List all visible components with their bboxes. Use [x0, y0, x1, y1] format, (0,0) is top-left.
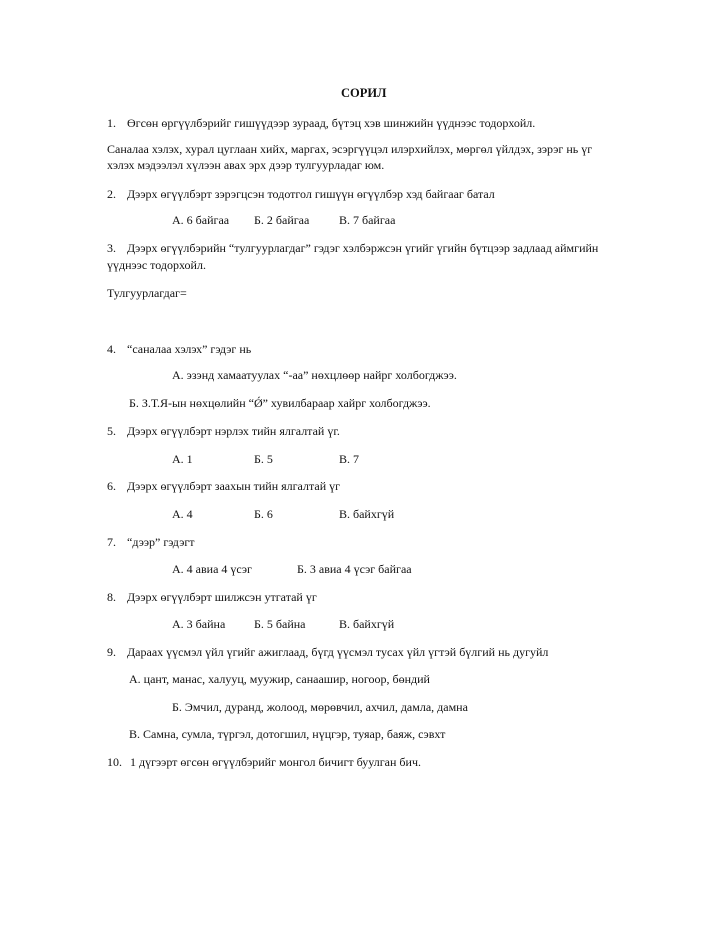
- answer-option-a: А. эзэнд хамаатуулах “-аа” нөхцлөөр найрг холбогджээ.: [172, 368, 457, 382]
- answer-option-b: Б. 5: [254, 452, 273, 466]
- answer-option-b: Б. 6: [254, 507, 273, 521]
- question-number: 4.: [107, 342, 116, 356]
- answer-option-a: А. 3 байна: [172, 617, 226, 631]
- answer-option-b: Б. 2 байгаа: [254, 213, 310, 227]
- question-number: 7.: [107, 535, 116, 549]
- question-text: “саналаа хэлэх” гэдэг нь: [127, 342, 252, 356]
- question-text: Дээрх өгүүлбэрт заахын тийн ялгалтай үг: [127, 479, 341, 493]
- answer-option-v: В. байхгүй: [339, 617, 395, 631]
- question-number: 2.: [107, 187, 116, 201]
- question-text: “дээр” гэдэгт: [127, 535, 195, 549]
- answer-option-b: Б. З.Т.Я-ын нөхцөлийн “Ǿ” хувилбараар хайрг холбогджээ.: [129, 396, 431, 410]
- answer-option-a: А. 4: [172, 507, 193, 521]
- answer-option-b: Б. 3 авиа 4 үсэг байгаа: [297, 562, 412, 576]
- question-6: [107, 479, 340, 494]
- question-number: 8.: [107, 590, 116, 604]
- answer-option-v: В. байхгүй: [339, 507, 395, 521]
- question-number: 10.: [107, 755, 122, 769]
- question-8: [107, 590, 317, 605]
- passage-line-2: хэлэх мэдээлэл хүлээн авах эрх дээр тулгуурладаг юм.: [107, 158, 385, 172]
- answer-option-v: В. Самна, сумла, түргэл, дотогшил, нүцгэр, туяар, баяж, сэвхт: [129, 727, 446, 741]
- question-text: Дээрх өгүүлбэрийн “тулгуурлагдаг” гэдэг хэлбэржсэн үгийг үгийн бүтцээр задлаад аймгийн: [127, 241, 599, 255]
- question-text: Дээрх өгүүлбэрт шилжсэн утгатай үг: [127, 590, 317, 604]
- question-1: [107, 116, 535, 131]
- answer-option-a: А. цант, манас, халууц, муужир, санаашир, ногоор, бөндий: [129, 672, 430, 686]
- question-text: 1 дүгээрт өгсөн өгүүлбэрийг монгол бичигт буулган бич.: [130, 755, 421, 769]
- question-number: 1.: [107, 116, 116, 130]
- answer-option-b: Б. Эмчил, дуранд, жолоод, мөрөвчил, ахчил, дамла, дамна: [172, 700, 468, 714]
- question-7: [107, 535, 195, 550]
- question-10: [107, 755, 421, 770]
- question-3: [107, 241, 598, 256]
- question-number: 5.: [107, 424, 116, 438]
- passage-line-1: Саналаа хэлэх, хурал цуглаан хийх, маргах, эсэргүүцэл илэрхийлэх, мөргөл үйлдэх, зэрэг нь үг: [107, 142, 593, 156]
- question-number: 3.: [107, 241, 116, 255]
- question-5: [107, 424, 340, 439]
- question-number: 6.: [107, 479, 116, 493]
- question-text: Дээрх өгүүлбэрт нэрлэх тийн ялгалтай үг.: [127, 424, 340, 438]
- page-title: СОРИЛ: [341, 86, 387, 100]
- question-text: Дараах үүсмэл үйл үгийг ажиглаад, бүгд үүсмэл тусах үйл үгтэй бүлгий нь дугуйл: [127, 645, 549, 659]
- answer-label: Тулгуурлагдаг=: [107, 286, 187, 300]
- question-9: [107, 645, 548, 660]
- question-4: [107, 342, 251, 357]
- question-text: Дээрх өгүүлбэрт зэрэгцсэн тодотгол гишүүн өгүүлбэр хэд байгааг батал: [127, 187, 495, 201]
- answer-option-v: В. 7 байгаа: [339, 213, 396, 227]
- answer-option-a: А. 4 авиа 4 үсэг: [172, 562, 252, 576]
- answer-option-b: Б. 5 байна: [254, 617, 306, 631]
- question-text: Өгсөн өргүүлбэрийг гишүүдээр зураад, бүтэц хэв шинжийн үүднээс тодорхойл.: [127, 116, 536, 130]
- question-3-continuation: үүднээс тодорхойл.: [107, 258, 206, 272]
- answer-option-v: В. 7: [339, 452, 360, 466]
- answer-option-a: А. 1: [172, 452, 193, 466]
- answer-option-a: А. 6 байгаа: [172, 213, 230, 227]
- question-2: [107, 187, 495, 202]
- question-number: 9.: [107, 645, 116, 659]
